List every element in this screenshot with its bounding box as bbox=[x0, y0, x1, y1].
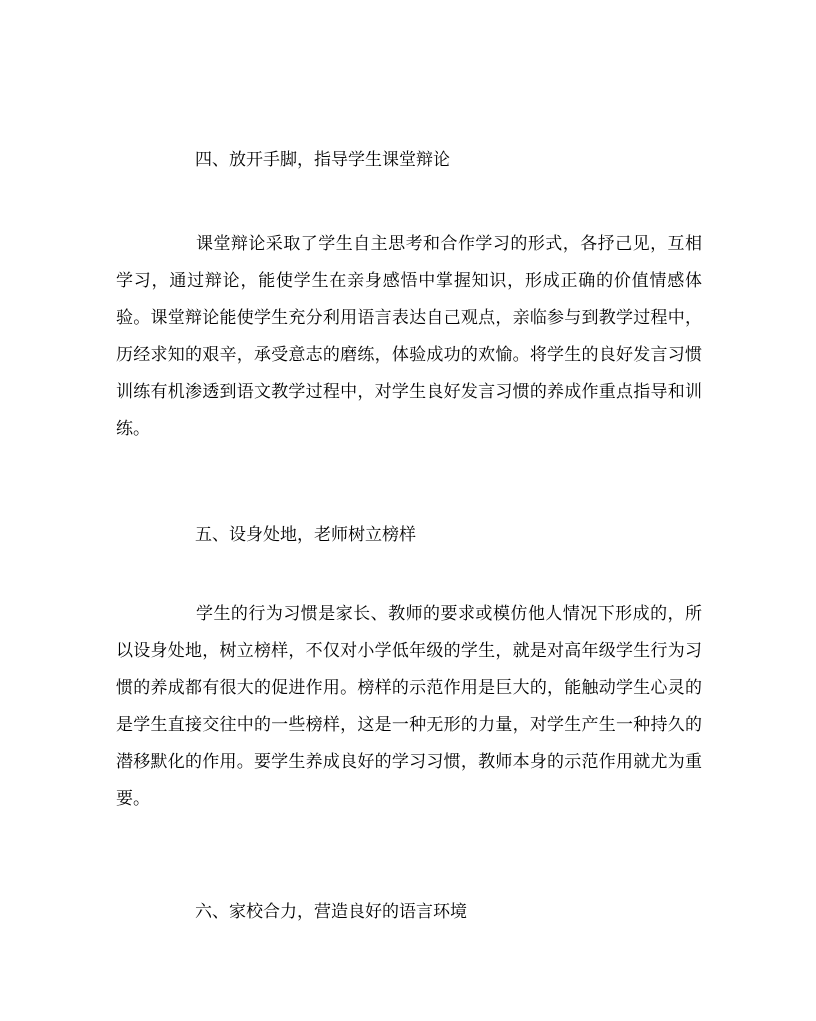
section-heading-5: 五、设身处地，老师树立榜样 bbox=[195, 525, 416, 545]
section-paragraph-4: 课堂辩论采取了学生自主思考和合作学习的形式，各抒己见，互相学习，通过辩论，能使学生在亲身感悟中掌握知识，形成正确的价值情感体验。课堂辩论能使学生充分利用语言表达自己观点，亲临参与到教学过程中，历经求知的艰辛，承受意志的磨练，体验成功的欢愉。将学生的良好发言习惯训练有机渗透到语文教学过程中，对学生良好发言习惯的养成作重点指导和训练。 bbox=[116, 234, 702, 439]
section-heading-6: 六、家校合力，营造良好的语言环境 bbox=[195, 902, 467, 922]
section-paragraph-5: 学生的行为习惯是家长、教师的要求或模仿他人情况下形成的，所以设身处地，树立榜样，不仅对小学低年级的学生，就是对高年级学生行为习惯的养成都有很大的促进作用。榜样的示范作用是巨大的，能触动学生心灵的是学生直接交往中的一些榜样，这是一种无形的力量，对学生产生一种持久的潜移默化的作用。要学生养成良好的学习习惯，教师本身的示范作用就尤为重要。 bbox=[116, 604, 702, 809]
section-heading-4: 四、放开手脚，指导学生课堂辩论 bbox=[195, 150, 450, 170]
